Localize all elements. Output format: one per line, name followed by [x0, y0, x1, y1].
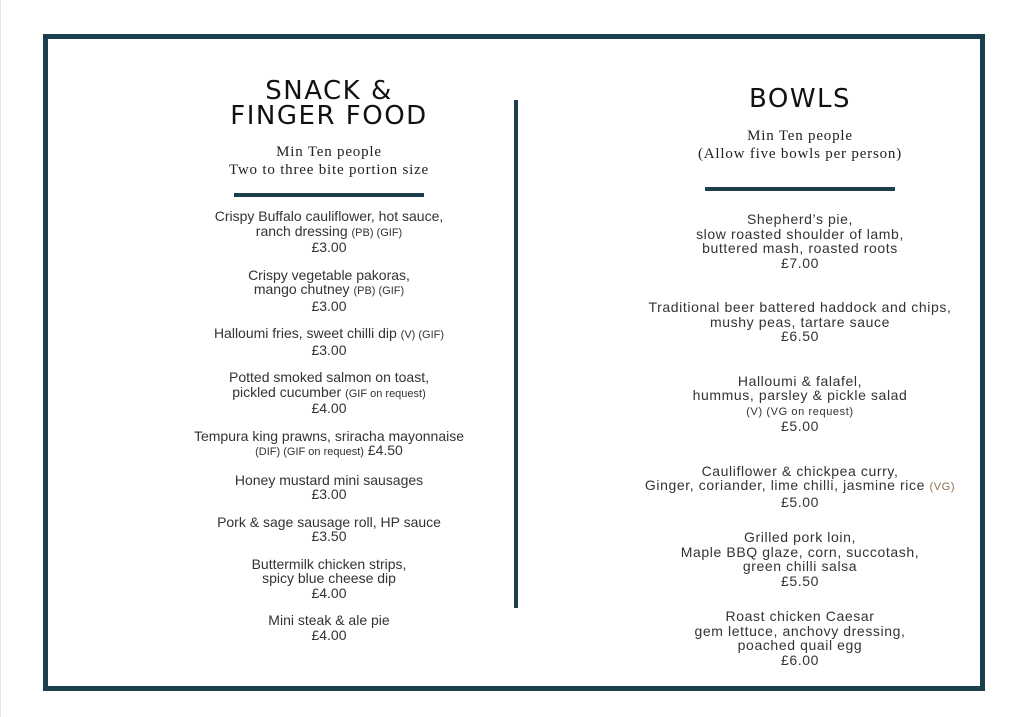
- snack-rule: [234, 193, 424, 197]
- menu-item: Cauliflower & chickpea curry, Ginger, coriander, lime chilli, jasmine rice (VG) £5.00: [644, 462, 956, 510]
- menu-item: Traditional beer battered haddock and chips, mushy peas, tartare sauce £6.50: [648, 299, 952, 344]
- menu-item: Halloumi & falafel, hummus, parsley & pickle salad (V) (VG on request) £5.00: [692, 372, 908, 434]
- menu-item: Shepherd’s pie, slow roasted shoulder of lamb, buttered mash, roasted roots £7.00: [696, 211, 904, 271]
- item-price: £7.00: [780, 254, 820, 271]
- menu-item: Potted smoked salmon on toast, pickled cucumber (GIF on request) £4.00: [229, 369, 429, 416]
- item-price: £5.00: [780, 418, 820, 434]
- item-price: £3.00: [311, 297, 347, 314]
- bowls-subtitle-line2: (Allow five bowls per person): [698, 146, 902, 162]
- item-price: £3.00: [311, 486, 347, 502]
- snack-title: [129, 76, 529, 131]
- item-price: £4.00: [311, 626, 347, 643]
- item-price: £3.00: [311, 239, 347, 255]
- menu-frame: [43, 34, 985, 691]
- bowls-title: BOWLS: [748, 84, 852, 114]
- menu-item: Tempura king prawns, sriracha mayonnaise (DIF) (GIF on request) £4.50: [193, 427, 464, 458]
- snack-subtitle-line1: Min Ten people: [276, 144, 382, 160]
- snack-subtitle-line2: Two to three bite portion size: [229, 162, 429, 178]
- item-price: £4.00: [311, 584, 347, 601]
- bowls-rule: [705, 187, 895, 191]
- bowls-subtitle-line1: Min Ten people: [747, 128, 853, 144]
- snack-column: [129, 76, 529, 655]
- snack-title-line2: FINGER FOOD: [230, 101, 428, 131]
- snack-subtitle: [129, 143, 529, 179]
- item-price: £3.00: [311, 341, 347, 358]
- menu-item: Mini steak & ale pie £4.00: [268, 612, 390, 643]
- item-price: £4.50: [367, 442, 403, 458]
- menu-item: Halloumi fries, sweet chilli dip (V) (GIF) £3.00: [213, 325, 445, 358]
- menu-item: Grilled pork loin, Maple BBQ glaze, corn, succotash, green chilli salsa £5.50: [680, 529, 920, 589]
- item-price: £6.00: [780, 651, 820, 668]
- menu-item: Crispy vegetable pakoras, mango chutney (PB) (GIF) £3.00: [248, 266, 410, 314]
- bowls-column: [596, 84, 1004, 668]
- item-price: £3.50: [311, 528, 347, 544]
- menu-item: Roast chicken Caesar gem lettuce, anchovy dressing, poached quail egg £6.00: [694, 608, 906, 668]
- bowls-subtitle: [596, 127, 1004, 163]
- menu-item: Crispy Buffalo cauliflower, hot sauce, ranch dressing (PB) (GIF) £3.00: [214, 208, 444, 255]
- snack-title-line1: SNACK &: [265, 76, 393, 106]
- menu-item: Pork & sage sausage roll, HP sauce £3.50: [217, 513, 441, 544]
- item-price: £4.00: [311, 400, 347, 416]
- menu-item: Buttermilk chicken strips, spicy blue cheese dip £4.00: [251, 555, 407, 601]
- menu-item: Honey mustard mini sausages £3.00: [234, 471, 424, 502]
- item-price: £5.50: [780, 572, 820, 589]
- item-price: £5.00: [780, 493, 820, 510]
- item-price: £6.50: [780, 328, 820, 344]
- page-edge: [0, 0, 1, 717]
